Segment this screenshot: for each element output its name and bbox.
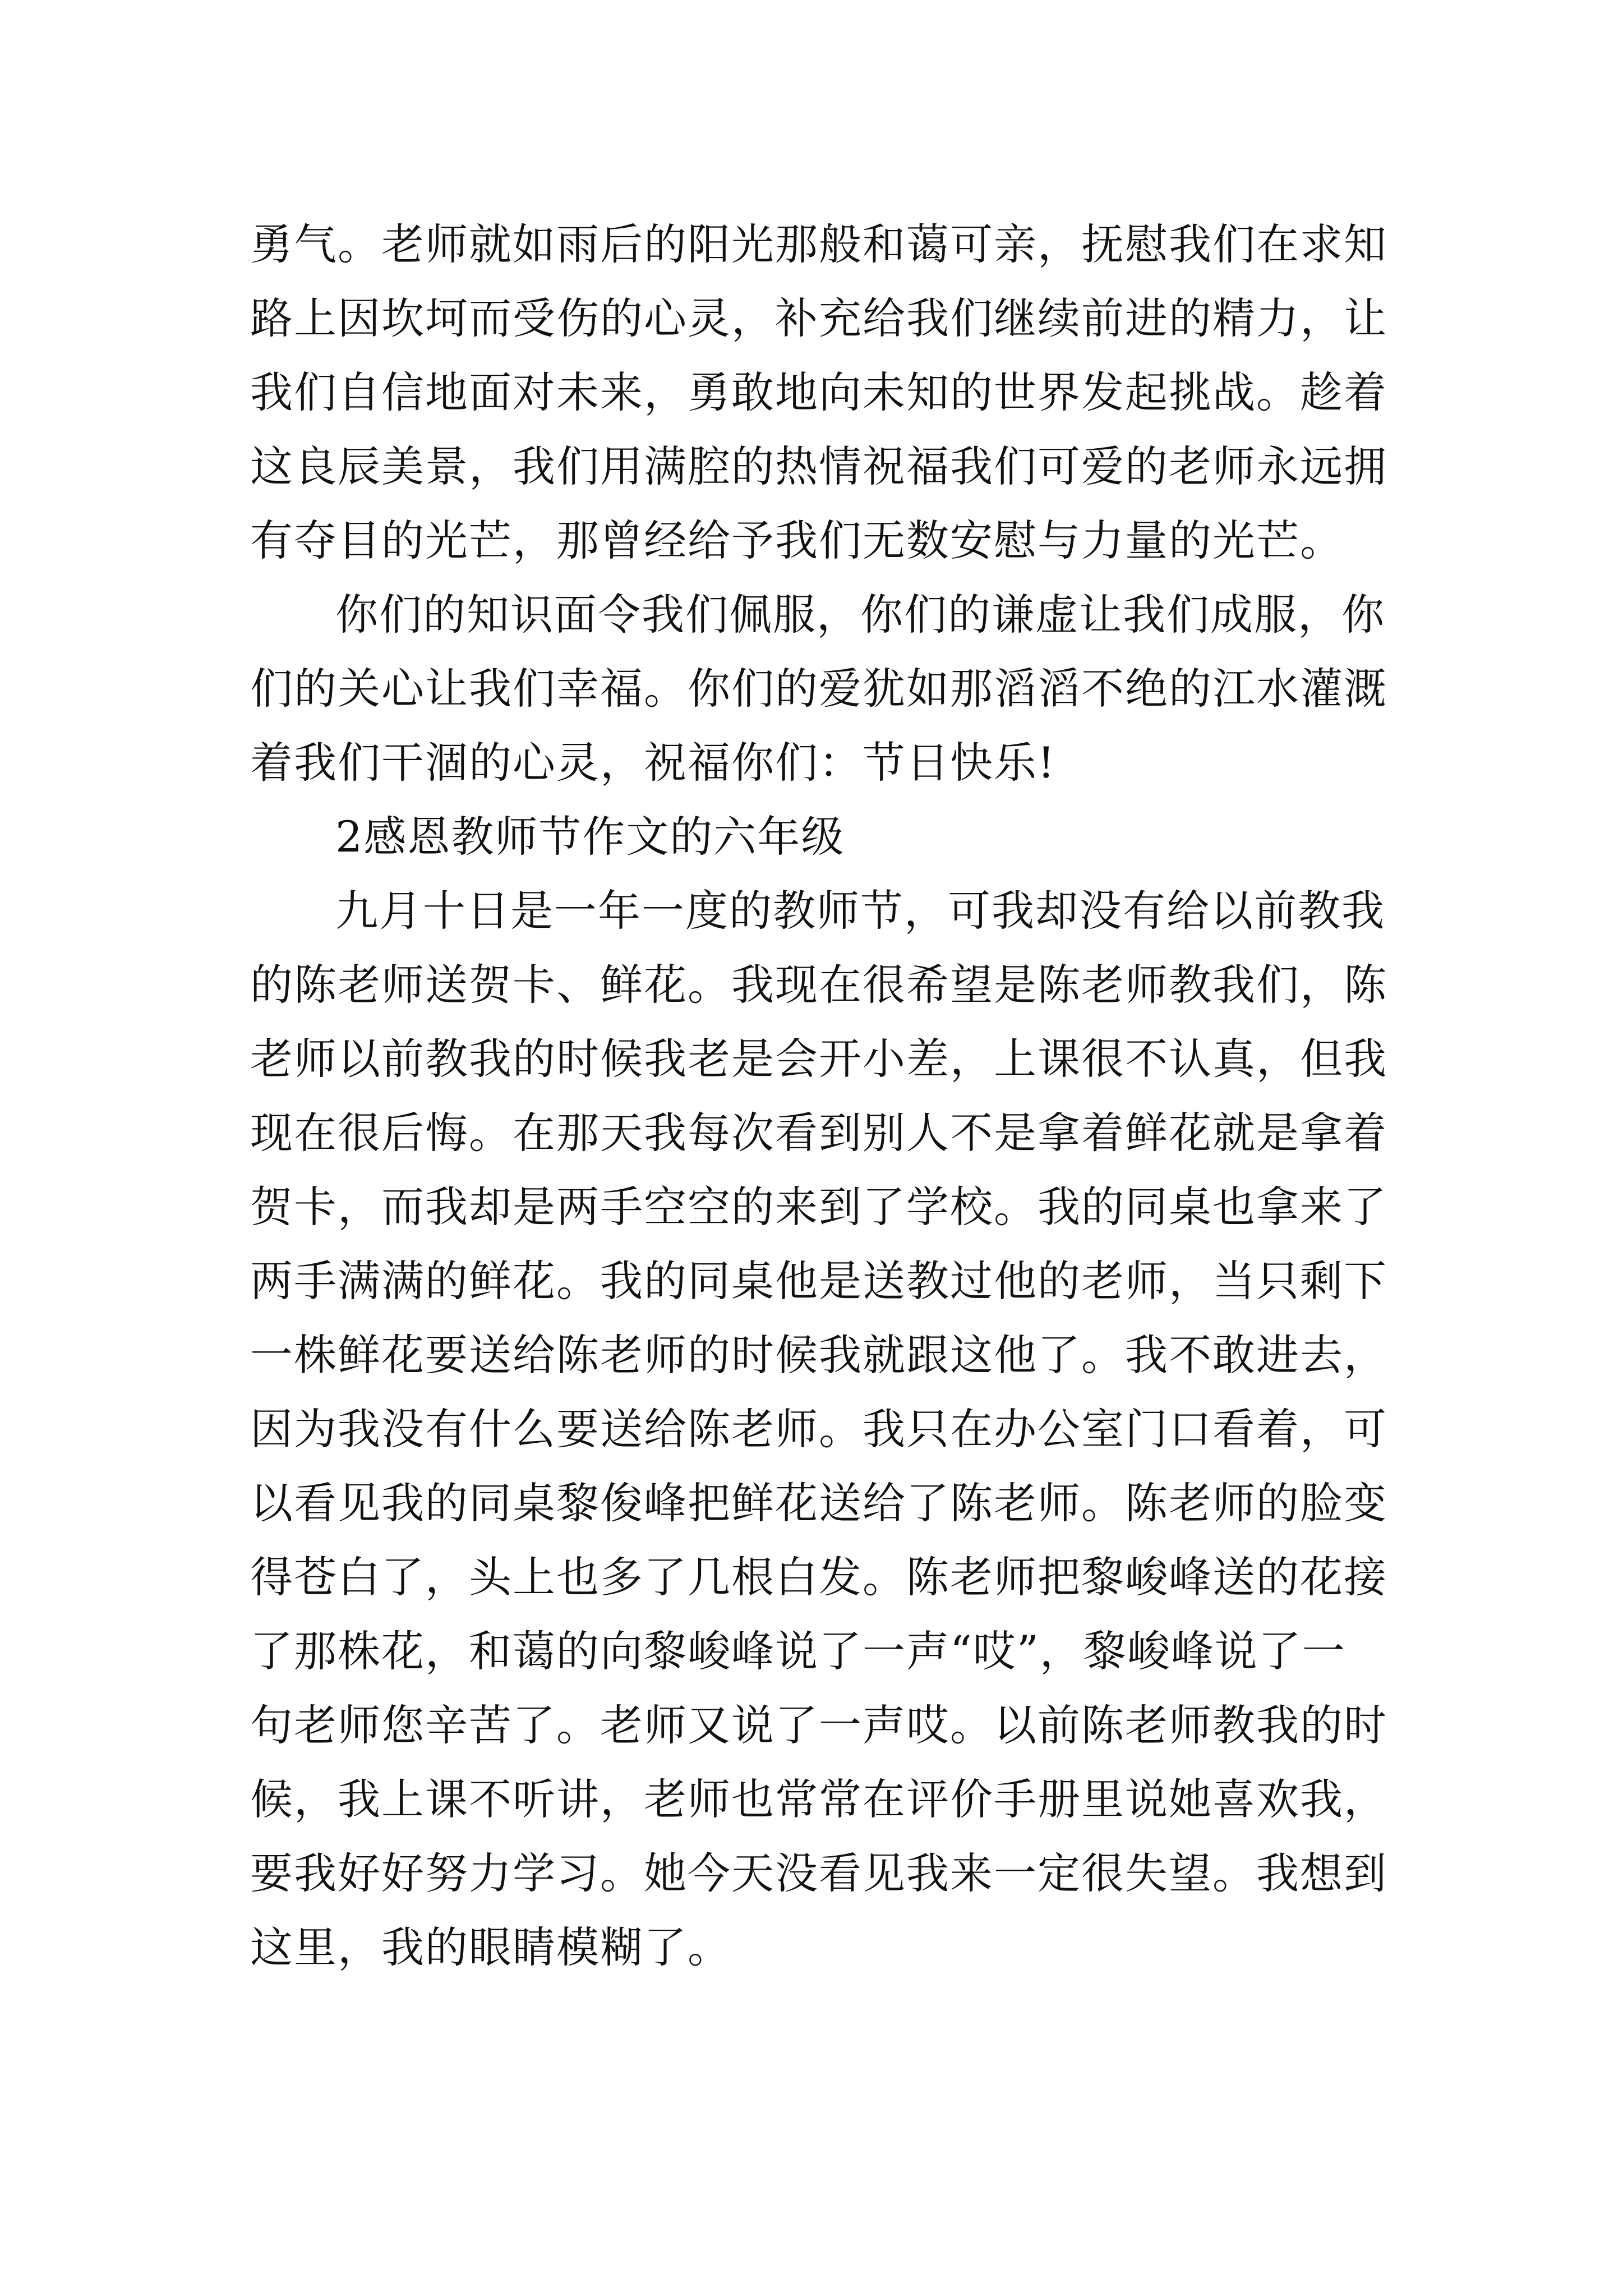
text-line-14: 贺卡，而我却是两手空空的来到了学校。我的同桌也拿来了 (250, 1182, 1387, 1232)
text-line-19: 得苍白了，头上也多了几根白发。陈老师把黎峻峰送的花接 (250, 1552, 1387, 1602)
text-line-10: 九月十日是一年一度的教师节，可我却没有给以前教我 (335, 886, 1385, 936)
document-body (250, 208, 1387, 1985)
text-line-21: 句老师您辛苦了。老师又说了一声哎。以前陈老师教我的时 (250, 1700, 1387, 1750)
text-line-24: 这里，我的眼睛模糊了。 (250, 1922, 731, 1972)
text-line-15: 两手满满的鲜花。我的同桌他是送教过他的老师，当只剩下 (250, 1256, 1387, 1306)
text-line-23: 要我好好努力学习。她今天没看见我来一定很失望。我想到 (250, 1848, 1387, 1898)
text-line-20: 了那株花，和蔼的向黎峻峰说了一声“哎”，黎峻峰说了一 (250, 1626, 1346, 1676)
text-line-11: 的陈老师送贺卡、鲜花。我现在很希望是陈老师教我们，陈 (250, 960, 1387, 1010)
text-line-7: 们的关心让我们幸福。你们的爱犹如那滔滔不绝的江水灌溉 (250, 664, 1387, 714)
text-line-2: 路上因坎坷而受伤的心灵，补充给我们继续前进的精力，让 (250, 293, 1387, 343)
text-line-13: 现在很后悔。在那天我每次看到别人不是拿着鲜花就是拿着 (250, 1108, 1387, 1158)
text-line-1: 勇气。老师就如雨后的阳光那般和蔼可亲，抚慰我们在求知 (250, 219, 1387, 269)
text-line-22: 候，我上课不听讲，老师也常常在评价手册里说她喜欢我， (250, 1774, 1387, 1824)
text-line-5: 有夺目的光芒，那曾经给予我们无数安慰与力量的光芒。 (250, 516, 1344, 565)
text-line-18: 以看见我的同桌黎俊峰把鲜花送给了陈老师。陈老师的脸变 (250, 1478, 1387, 1528)
text-line-4: 这良辰美景，我们用满腔的热情祝福我们可爱的老师永远拥 (250, 441, 1387, 491)
section-heading: 2感恩教师节作文的六年级 (335, 812, 845, 862)
text-line-6: 你们的知识面令我们佩服，你们的谦虚让我们成服，你 (335, 590, 1385, 639)
text-line-8: 着我们干涸的心灵，祝福你们：节日快乐! (250, 738, 1056, 788)
text-line-17: 因为我没有什么要送给陈老师。我只在办公室门口看着，可 (250, 1404, 1387, 1454)
text-line-12: 老师以前教我的时候我老是会开小差，上课很不认真，但我 (250, 1034, 1387, 1084)
text-line-16: 一株鲜花要送给陈老师的时候我就跟这他了。我不敢进去， (250, 1330, 1387, 1380)
text-line-3: 我们自信地面对未来，勇敢地向未知的世界发起挑战。趁着 (250, 367, 1387, 417)
